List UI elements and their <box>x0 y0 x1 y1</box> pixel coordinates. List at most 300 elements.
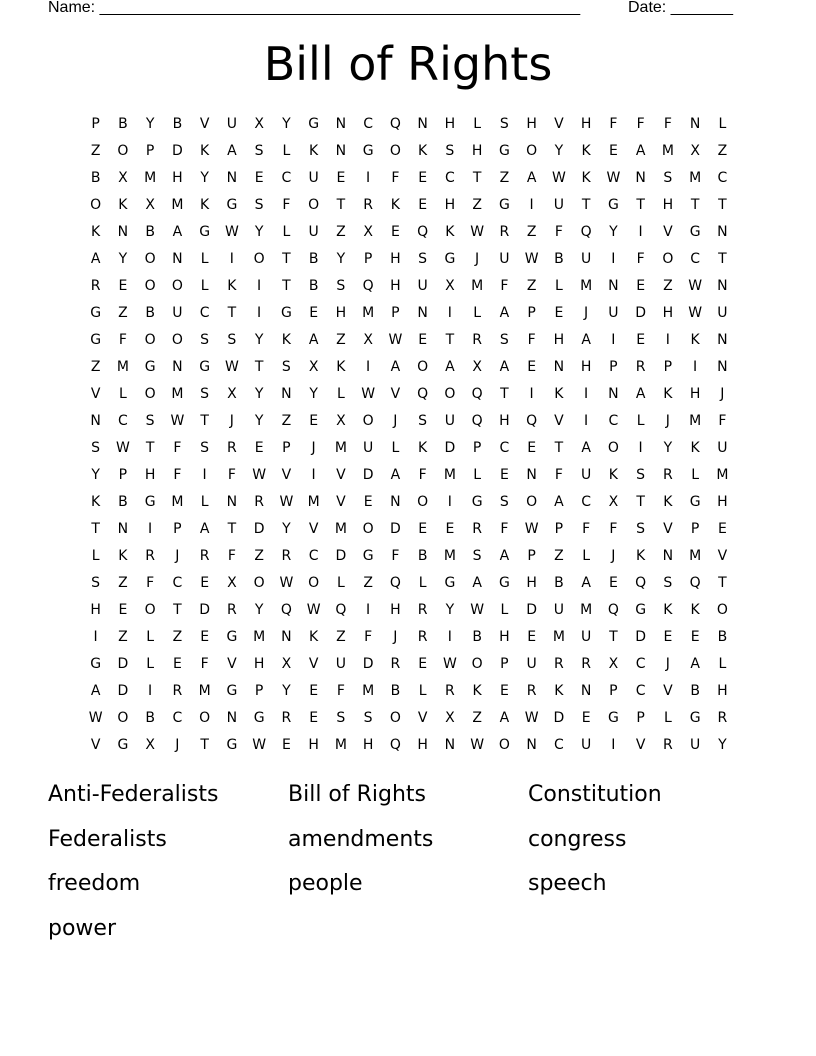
grid-letter: A <box>499 548 510 564</box>
grid-letter: Q <box>417 224 429 240</box>
grid-letter: X <box>308 359 319 375</box>
grid-letter: W <box>279 494 294 510</box>
grid-letter: T <box>609 629 618 645</box>
grid-letter: Z <box>118 575 128 591</box>
grid-letter: V <box>90 737 101 753</box>
grid-letter: U <box>172 305 183 321</box>
grid-letter: L <box>636 413 645 429</box>
grid-letter: M <box>362 683 375 699</box>
grid-letter: Z <box>90 359 101 375</box>
grid-letter: I <box>311 467 316 483</box>
grid-letter: Z <box>336 332 346 348</box>
grid-letter: R <box>227 602 237 618</box>
grid-letter: W <box>688 305 703 321</box>
grid-letter: W <box>524 710 539 726</box>
grid-letter: S <box>336 710 346 726</box>
grid-letter: Y <box>254 224 264 240</box>
grid-letter: A <box>581 575 591 591</box>
grid-letter: E <box>636 278 646 294</box>
grid-letter: H <box>335 305 347 321</box>
grid-letter: C <box>553 737 564 753</box>
grid-letter: I <box>447 629 452 645</box>
grid-letter: P <box>391 305 400 321</box>
worksheet-header <box>48 0 748 20</box>
grid-letter: Z <box>172 629 183 645</box>
grid-letter: S <box>418 413 428 429</box>
grid-letter: E <box>309 710 319 726</box>
grid-letter: A <box>635 386 646 402</box>
grid-letter: O <box>171 332 183 348</box>
grid-letter: K <box>690 332 700 348</box>
grid-letter: K <box>663 602 673 618</box>
grid-letter: A <box>90 683 101 699</box>
grid-letter: M <box>471 278 484 294</box>
grid-letter: B <box>472 629 482 645</box>
word-bank-item: congress <box>528 826 627 852</box>
grid-letter: M <box>334 737 347 753</box>
grid-letter: O <box>144 602 156 618</box>
grid-letter: U <box>581 467 592 483</box>
grid-letter: L <box>418 575 427 591</box>
grid-letter: A <box>390 467 401 483</box>
grid-letter: V <box>554 116 564 132</box>
grid-letter: B <box>118 494 128 510</box>
grid-letter: K <box>281 332 291 348</box>
grid-letter: A <box>172 224 183 240</box>
grid-letter: U <box>608 305 619 321</box>
grid-letter: K <box>581 143 591 159</box>
grid-letter: E <box>418 332 428 348</box>
grid-letter: M <box>116 359 129 375</box>
grid-letter: D <box>117 656 129 672</box>
grid-letter: B <box>308 278 319 294</box>
grid-letter: R <box>499 224 510 240</box>
grid-letter: W <box>470 737 485 753</box>
grid-letter: M <box>689 548 702 564</box>
grid-letter: Q <box>471 413 483 429</box>
grid-letter: M <box>171 494 184 510</box>
grid-letter: E <box>309 413 319 429</box>
grid-letter: O <box>144 386 156 402</box>
grid-letter: E <box>254 440 264 456</box>
grid-letter: F <box>554 467 563 483</box>
grid-letter: N <box>390 494 401 510</box>
grid-letter: E <box>118 278 128 294</box>
grid-letter: G <box>362 143 374 159</box>
grid-letter: X <box>472 359 482 375</box>
grid-letter: R <box>663 467 673 483</box>
word-bank-item: power <box>48 915 116 941</box>
grid-letter: R <box>445 683 455 699</box>
grid-letter: F <box>173 440 182 456</box>
grid-letter: Z <box>663 278 673 294</box>
grid-letter: U <box>308 224 319 240</box>
grid-letter: X <box>145 737 155 753</box>
grid-letter: G <box>226 737 238 753</box>
grid-letter: F <box>227 467 236 483</box>
grid-letter: U <box>581 737 592 753</box>
grid-letter: X <box>363 332 373 348</box>
grid-letter: P <box>118 467 128 483</box>
grid-letter: L <box>718 656 727 672</box>
grid-letter: H <box>526 116 537 132</box>
word-bank <box>48 778 768 956</box>
grid-letter: L <box>391 440 400 456</box>
grid-letter: B <box>118 116 128 132</box>
grid-letter: D <box>117 683 129 699</box>
grid-letter: G <box>444 575 456 591</box>
grid-letter: H <box>308 737 319 753</box>
word-bank-item: freedom <box>48 871 141 896</box>
grid-letter: I <box>366 170 371 186</box>
grid-letter: S <box>200 386 210 402</box>
grid-letter: X <box>336 413 346 429</box>
grid-letter: H <box>689 386 701 402</box>
grid-letter: Z <box>118 629 128 645</box>
grid-letter: Y <box>282 683 291 699</box>
grid-letter: X <box>227 575 237 591</box>
grid-letter: E <box>390 224 400 240</box>
grid-letter: H <box>499 629 510 645</box>
grid-letter: Y <box>663 440 673 456</box>
grid-letter: J <box>720 386 725 402</box>
grid-letter: E <box>554 305 564 321</box>
grid-letter: B <box>390 683 401 699</box>
grid-letter: Y <box>336 251 346 267</box>
grid-letter: T <box>718 197 727 213</box>
grid-letter: W <box>88 710 103 726</box>
grid-letter: B <box>145 710 155 726</box>
grid-letter: E <box>445 521 455 537</box>
grid-letter: N <box>662 548 674 564</box>
grid-letter: F <box>118 332 127 348</box>
grid-letter: N <box>526 737 537 753</box>
grid-letter: V <box>417 710 428 726</box>
grid-letter: S <box>227 332 237 348</box>
grid-letter: T <box>227 521 237 537</box>
grid-letter: D <box>526 602 538 618</box>
grid-letter: J <box>229 413 234 429</box>
grid-letter: P <box>500 656 509 672</box>
grid-letter: S <box>636 521 646 537</box>
grid-letter: H <box>253 656 265 672</box>
grid-letter: O <box>308 197 320 213</box>
grid-letter: W <box>606 170 621 186</box>
grid-letter: Z <box>526 224 537 240</box>
grid-letter: V <box>663 224 673 240</box>
grid-letter: F <box>582 521 591 537</box>
grid-letter: E <box>118 602 128 618</box>
grid-letter: S <box>91 575 101 591</box>
grid-letter: D <box>253 521 265 537</box>
grid-letter: O <box>362 521 374 537</box>
grid-letter: E <box>527 440 537 456</box>
grid-letter: C <box>308 548 319 564</box>
grid-letter: H <box>417 737 428 753</box>
grid-letter: U <box>226 116 237 132</box>
grid-letter: A <box>227 143 237 159</box>
grid-letter: H <box>390 251 401 267</box>
grid-letter: N <box>226 170 238 186</box>
grid-letter: C <box>444 170 455 186</box>
grid-letter: M <box>689 170 702 186</box>
grid-letter: F <box>609 116 618 132</box>
grid-letter: O <box>117 710 129 726</box>
grid-letter: E <box>309 683 319 699</box>
grid-letter: J <box>611 548 616 564</box>
grid-letter: A <box>581 332 591 348</box>
grid-letter: Q <box>389 116 401 132</box>
grid-letter: L <box>282 143 291 159</box>
grid-letter: Q <box>635 575 647 591</box>
grid-letter: X <box>145 197 155 213</box>
grid-letter: L <box>200 278 209 294</box>
grid-letter: E <box>636 332 646 348</box>
grid-letter: Z <box>499 170 510 186</box>
grid-letter: T <box>91 521 100 537</box>
grid-letter: S <box>91 440 101 456</box>
grid-letter: F <box>200 656 209 672</box>
grid-letter: R <box>281 548 292 564</box>
word-bank-item: Bill of Rights <box>288 782 427 807</box>
grid-letter: Q <box>689 575 701 591</box>
grid-letter: U <box>717 305 728 321</box>
grid-letter: K <box>418 143 428 159</box>
grid-letter: K <box>554 386 564 402</box>
grid-letter: H <box>172 170 183 186</box>
grid-letter: K <box>418 440 428 456</box>
grid-letter: A <box>308 332 319 348</box>
grid-letter: L <box>582 548 591 564</box>
grid-letter: I <box>529 197 534 213</box>
grid-letter: E <box>336 170 346 186</box>
grid-letter: L <box>336 575 345 591</box>
grid-letter: N <box>226 494 238 510</box>
grid-letter: W <box>224 224 239 240</box>
grid-letter: X <box>690 143 700 159</box>
grid-letter: V <box>663 683 673 699</box>
grid-letter: E <box>281 737 291 753</box>
grid-letter: Q <box>280 602 292 618</box>
grid-letter: H <box>526 575 537 591</box>
grid-letter: E <box>418 521 428 537</box>
grid-letter: Z <box>363 575 373 591</box>
grid-letter: C <box>635 656 646 672</box>
grid-letter: Q <box>389 737 401 753</box>
grid-letter: R <box>390 656 401 672</box>
grid-letter: A <box>526 170 537 186</box>
grid-letter: Y <box>91 467 100 483</box>
grid-letter: N <box>717 359 728 375</box>
grid-letter: N <box>117 521 129 537</box>
grid-letter: G <box>90 305 102 321</box>
grid-letter: M <box>580 278 593 294</box>
grid-letter: A <box>390 359 401 375</box>
grid-letter: U <box>690 737 701 753</box>
name-line: Name: ______________________________________________________ <box>48 0 581 16</box>
grid-letter: T <box>336 197 346 213</box>
grid-letter: P <box>145 143 155 159</box>
grid-letter: G <box>444 251 456 267</box>
grid-letter: V <box>390 386 401 402</box>
grid-letter: C <box>117 413 128 429</box>
grid-letter: D <box>199 602 211 618</box>
grid-letter: L <box>718 116 727 132</box>
grid-letter: V <box>336 467 346 483</box>
grid-letter: O <box>253 575 265 591</box>
grid-letter: S <box>472 548 482 564</box>
grid-letter: R <box>172 683 183 699</box>
grid-letter: S <box>445 143 455 159</box>
grid-letter: Y <box>200 170 209 186</box>
grid-letter: O <box>171 278 183 294</box>
grid-letter: V <box>554 413 564 429</box>
grid-letter: A <box>554 494 564 510</box>
grid-letter: I <box>366 359 371 375</box>
grid-letter: O <box>144 278 156 294</box>
grid-letter: C <box>172 710 183 726</box>
grid-letter: N <box>553 359 565 375</box>
grid-letter: N <box>417 305 428 321</box>
grid-letter: I <box>611 251 616 267</box>
grid-letter: T <box>282 251 291 267</box>
grid-letter: O <box>308 575 320 591</box>
grid-letter: O <box>144 251 156 267</box>
grid-letter: B <box>554 575 564 591</box>
grid-letter: R <box>254 494 264 510</box>
grid-letter: F <box>227 548 236 564</box>
grid-letter: U <box>417 278 428 294</box>
grid-letter: X <box>227 386 237 402</box>
grid-letter: O <box>389 143 401 159</box>
grid-letter: T <box>690 197 700 213</box>
grid-letter: N <box>281 629 292 645</box>
grid-letter: C <box>581 494 592 510</box>
grid-letter: G <box>498 575 510 591</box>
grid-letter: D <box>635 629 647 645</box>
grid-letter: O <box>498 737 510 753</box>
grid-letter: H <box>553 332 565 348</box>
grid-letter: T <box>581 197 591 213</box>
grid-letter: T <box>500 386 509 402</box>
grid-letter: I <box>529 386 534 402</box>
grid-letter: S <box>145 413 155 429</box>
grid-letter: G <box>689 224 701 240</box>
grid-letter: M <box>334 521 347 537</box>
grid-letter: V <box>663 521 673 537</box>
grid-letter: T <box>718 575 727 591</box>
grid-letter: A <box>499 305 510 321</box>
grid-letter: M <box>198 683 211 699</box>
grid-letter: V <box>308 656 319 672</box>
grid-letter: A <box>690 656 700 672</box>
grid-letter: O <box>362 413 374 429</box>
grid-letter: H <box>580 116 592 132</box>
grid-letter: D <box>553 710 565 726</box>
grid-letter: S <box>663 575 673 591</box>
grid-letter: A <box>499 710 510 726</box>
grid-letter: P <box>636 710 645 726</box>
grid-letter: Q <box>335 602 347 618</box>
grid-letter: N <box>717 332 728 348</box>
word-bank-item: amendments <box>288 826 434 852</box>
grid-letter: W <box>170 413 185 429</box>
grid-letter: S <box>499 116 509 132</box>
grid-letter: L <box>663 710 672 726</box>
grid-letter: G <box>117 737 129 753</box>
grid-letter: W <box>524 521 539 537</box>
grid-letter: M <box>362 305 375 321</box>
grid-letter: Q <box>362 278 374 294</box>
grid-letter: Z <box>717 143 728 159</box>
grid-letter: W <box>388 332 403 348</box>
grid-letter: Z <box>118 305 128 321</box>
grid-letter: F <box>282 197 291 213</box>
grid-letter: K <box>309 629 319 645</box>
grid-letter: X <box>281 656 292 672</box>
grid-letter: W <box>224 359 239 375</box>
grid-letter: W <box>470 224 485 240</box>
grid-letter: J <box>665 413 670 429</box>
grid-letter: W <box>279 575 294 591</box>
grid-letter: G <box>90 656 102 672</box>
grid-letter: H <box>390 602 401 618</box>
grid-letter: P <box>554 521 564 537</box>
grid-letter: O <box>389 710 401 726</box>
grid-letter: T <box>227 305 237 321</box>
grid-letter: U <box>308 170 319 186</box>
grid-letter: G <box>689 494 701 510</box>
grid-letter: X <box>254 116 264 132</box>
grid-letter: M <box>580 602 593 618</box>
grid-letter: Z <box>281 413 292 429</box>
grid-letter: H <box>662 305 674 321</box>
grid-letter: E <box>363 494 373 510</box>
grid-letter: W <box>252 467 267 483</box>
grid-letter: V <box>199 116 210 132</box>
grid-letter: Z <box>554 548 564 564</box>
grid-letter: N <box>689 116 701 132</box>
grid-letter: K <box>472 683 482 699</box>
grid-letter: G <box>226 629 238 645</box>
grid-letter: N <box>526 467 537 483</box>
grid-letter: G <box>90 332 102 348</box>
grid-letter: I <box>638 224 643 240</box>
grid-letter: C <box>281 170 292 186</box>
grid-letter: Z <box>526 278 537 294</box>
grid-letter: F <box>391 170 400 186</box>
grid-letter: U <box>581 251 592 267</box>
grid-letter: L <box>146 629 155 645</box>
grid-letter: I <box>611 332 616 348</box>
grid-letter: A <box>90 251 101 267</box>
grid-letter: T <box>200 737 209 753</box>
grid-letter: L <box>691 467 700 483</box>
grid-letter: T <box>554 440 564 456</box>
grid-letter: V <box>717 548 728 564</box>
grid-letter: L <box>200 494 209 510</box>
grid-letter: A <box>499 359 510 375</box>
grid-letter: F <box>663 116 672 132</box>
grid-letter: M <box>144 170 157 186</box>
grid-letter: D <box>171 143 183 159</box>
grid-letter: L <box>473 467 482 483</box>
grid-letter: Q <box>389 575 401 591</box>
grid-letter: G <box>362 548 374 564</box>
grid-letter: I <box>148 683 153 699</box>
grid-letter: Q <box>526 413 538 429</box>
grid-letter: G <box>226 683 238 699</box>
